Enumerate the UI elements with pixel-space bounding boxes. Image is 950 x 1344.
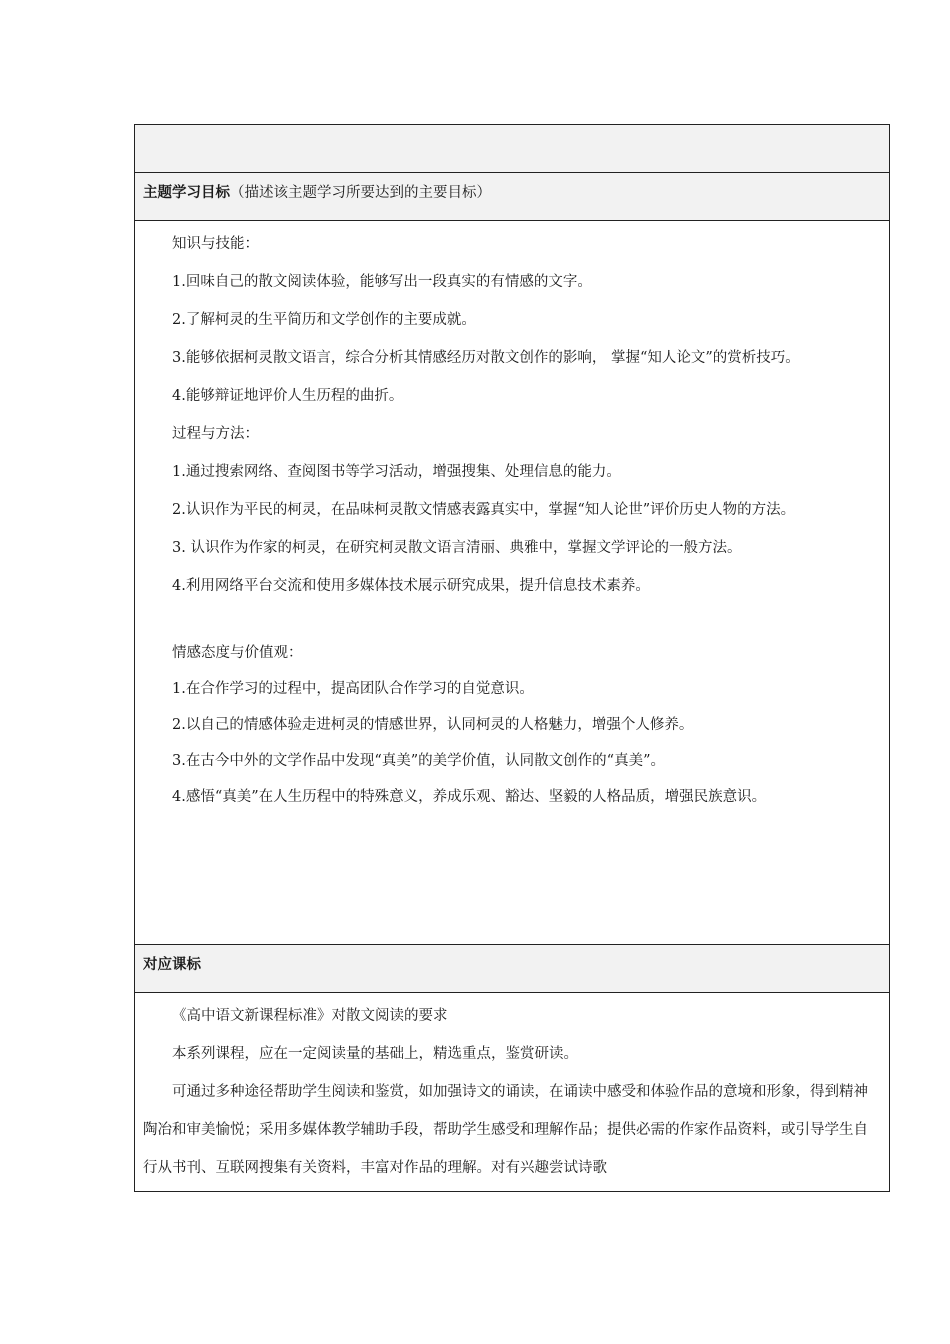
emotion-item-4: 4.感悟“真美”在人生历程中的特殊意义，养成乐观、豁达、坚毅的人格品质，增强民族意识。 xyxy=(172,789,767,805)
empty-header-row xyxy=(135,125,889,173)
emotion-item-3: 3.在古今中外的文学作品中发现“真美”的美学价值，认同散文创作的“真美”。 xyxy=(172,753,665,769)
goals-content xyxy=(135,221,889,945)
document-table xyxy=(134,124,890,1192)
emotion-item-1: 1.在合作学习的过程中，提高团队合作学习的自觉意识。 xyxy=(172,681,534,697)
emotion-item-2: 2.以自己的情感体验走进柯灵的情感世界，认同柯灵的人格魅力，增强个人修养。 xyxy=(172,717,694,733)
process-item-4: 4.利用网络平台交流和使用多媒体技术展示研究成果，提升信息技术素养。 xyxy=(172,578,650,594)
curriculum-paragraph-3: 可通过多种途径帮助学生阅读和鉴赏，如加强诗文的诵读，在诵读中感受和体验作品的意境和形象，得到精神陶冶和审美愉悦；采用多媒体教学辅助手段，帮助学生感受和理解作品；提供必需的作家作品资料，或引导学生自行从书刊、互联网搜集有关资料，丰富对作品的理解。对有兴趣尝试诗歌 xyxy=(143,1084,868,1176)
process-item-1: 1.通过搜索网络、查阅图书等学习活动，增强搜集、处理信息的能力。 xyxy=(172,464,621,480)
emotion-heading: 情感态度与价值观： xyxy=(172,645,303,661)
knowledge-item-3: 3.能够依据柯灵散文语言，综合分析其情感经历对散文创作的影响， 掌握“知人论文”的赏析技巧。 xyxy=(172,350,800,366)
knowledge-item-1: 1.回味自己的散文阅读体验，能够写出一段真实的有情感的文字。 xyxy=(172,274,592,290)
curriculum-paragraph-1: 《高中语文新课程标准》对散文阅读的要求 xyxy=(172,1008,448,1024)
curriculum-content xyxy=(135,993,889,1191)
process-item-2: 2.认识作为平民的柯灵，在品味柯灵散文情感表露真实中，掌握“知人论世”评价历史人物的方法。 xyxy=(172,502,796,518)
knowledge-item-2: 2.了解柯灵的生平简历和文学创作的主要成就。 xyxy=(172,312,476,328)
goals-subtitle: （描述该主题学习所要达到的主要目标） xyxy=(230,185,491,201)
process-heading: 过程与方法： xyxy=(172,426,259,442)
goals-header xyxy=(135,173,889,221)
spacer xyxy=(143,605,881,635)
process-item-3: 3. 认识作为作家的柯灵，在研究柯灵散文语言清丽、典雅中，掌握文学评论的一般方法。 xyxy=(172,540,742,556)
curriculum-header xyxy=(135,945,889,993)
knowledge-heading: 知识与技能： xyxy=(172,236,259,252)
goals-title: 主题学习目标 xyxy=(143,185,230,201)
curriculum-paragraph-2: 本系列课程，应在一定阅读量的基础上，精选重点，鉴赏研读。 xyxy=(172,1046,578,1062)
knowledge-item-4: 4.能够辩证地评价人生历程的曲折。 xyxy=(172,388,404,404)
curriculum-title: 对应课标 xyxy=(143,957,201,973)
